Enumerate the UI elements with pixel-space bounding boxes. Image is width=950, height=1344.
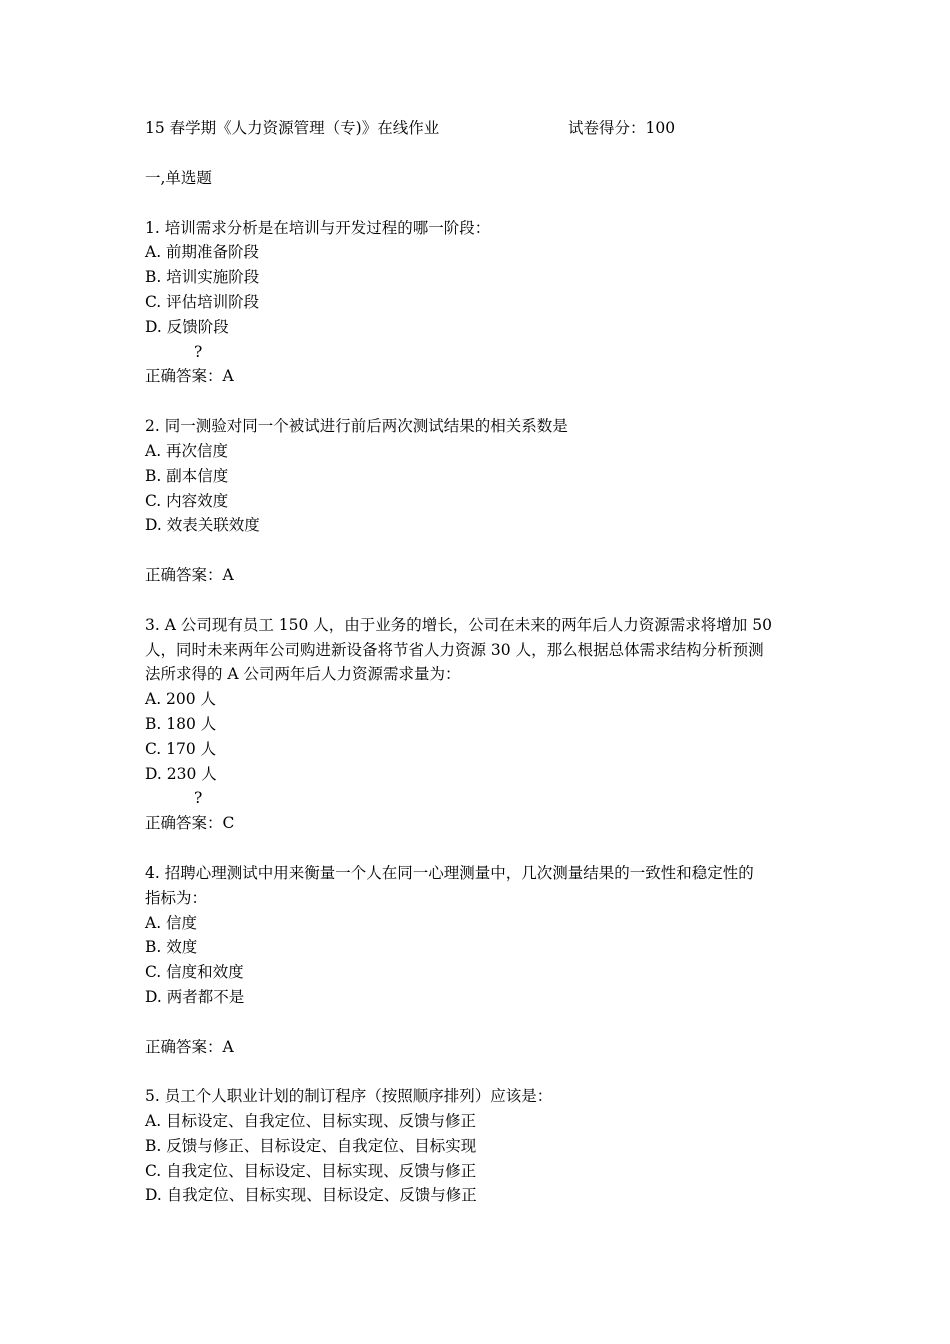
question-stem-line-1: 4. 招聘心理测试中用来衡量一个人在同一心理测量中，几次测量结果的一致性和稳定性的 xyxy=(145,863,754,882)
correct-answer: 正确答案：A xyxy=(145,367,234,386)
option-a: A. 信度 xyxy=(145,913,198,932)
exam-score: 试卷得分：100 xyxy=(568,119,676,137)
question-mark: ? xyxy=(194,342,203,361)
option-d: D. 反馈阶段 xyxy=(145,317,229,336)
question-2 xyxy=(145,414,810,588)
option-d: D. 230 人 xyxy=(145,764,217,783)
question-stem: 5. 员工个人职业计划的制订程序（按照顺序排列）应该是： xyxy=(145,1087,553,1106)
option-b: B. 180 人 xyxy=(145,714,217,733)
question-4 xyxy=(145,861,810,1059)
correct-answer: 正确答案：C xyxy=(145,814,235,833)
question-stem-line-3: 法所求得的 A 公司两年后人力资源需求量为： xyxy=(145,665,461,684)
section-title: 一,单选题 xyxy=(145,168,212,187)
question-stem: 2. 同一测验对同一个被试进行前后两次测试结果的相关系数是 xyxy=(145,417,568,436)
option-d: D. 两者都不是 xyxy=(145,987,245,1006)
option-a: A. 200 人 xyxy=(145,690,217,709)
option-d: D. 效表关联效度 xyxy=(145,516,260,535)
option-b: B. 反馈与修正、目标设定、自我定位、目标实现 xyxy=(145,1136,477,1155)
option-c: C. 内容效度 xyxy=(145,491,229,510)
question-stem-line-1: 3. A 公司现有员工 150 人，由于业务的增长，公司在未来的两年后人力资源需求将增加 50 xyxy=(145,615,772,634)
blank-line xyxy=(145,1010,810,1035)
question-5 xyxy=(145,1084,810,1208)
option-b: B. 效度 xyxy=(145,938,198,957)
option-c: C. 170 人 xyxy=(145,739,217,758)
question-stem: 1. 培训需求分析是在培训与开发过程的哪一阶段： xyxy=(145,218,491,237)
option-c: C. 信度和效度 xyxy=(145,963,244,982)
correct-answer: 正确答案：A xyxy=(145,565,234,584)
question-3 xyxy=(145,613,810,836)
question-mark: ? xyxy=(194,789,203,808)
option-c: C. 评估培训阶段 xyxy=(145,292,260,311)
document-page xyxy=(145,116,810,1208)
question-stem-line-2: 指标为： xyxy=(145,888,208,907)
option-a: A. 再次信度 xyxy=(145,441,229,460)
option-d: D. 自我定位、目标实现、目标设定、反馈与修正 xyxy=(145,1186,477,1205)
option-b: B. 培训实施阶段 xyxy=(145,268,260,287)
option-b: B. 副本信度 xyxy=(145,466,229,485)
blank-line xyxy=(145,538,810,563)
correct-answer: 正确答案：A xyxy=(145,1037,234,1056)
option-c: C. 自我定位、目标设定、目标实现、反馈与修正 xyxy=(145,1161,477,1180)
document-title: 15 春学期《人力资源管理（专)》在线作业 xyxy=(145,119,440,137)
option-a: A. 前期准备阶段 xyxy=(145,243,260,262)
question-stem-line-2: 人，同时未来两年公司购进新设备将节省人力资源 30 人，那么根据总体需求结构分析预测 xyxy=(145,640,764,659)
question-1 xyxy=(145,216,810,390)
document-header xyxy=(145,116,810,141)
option-a: A. 目标设定、自我定位、目标实现、反馈与修正 xyxy=(145,1112,477,1131)
